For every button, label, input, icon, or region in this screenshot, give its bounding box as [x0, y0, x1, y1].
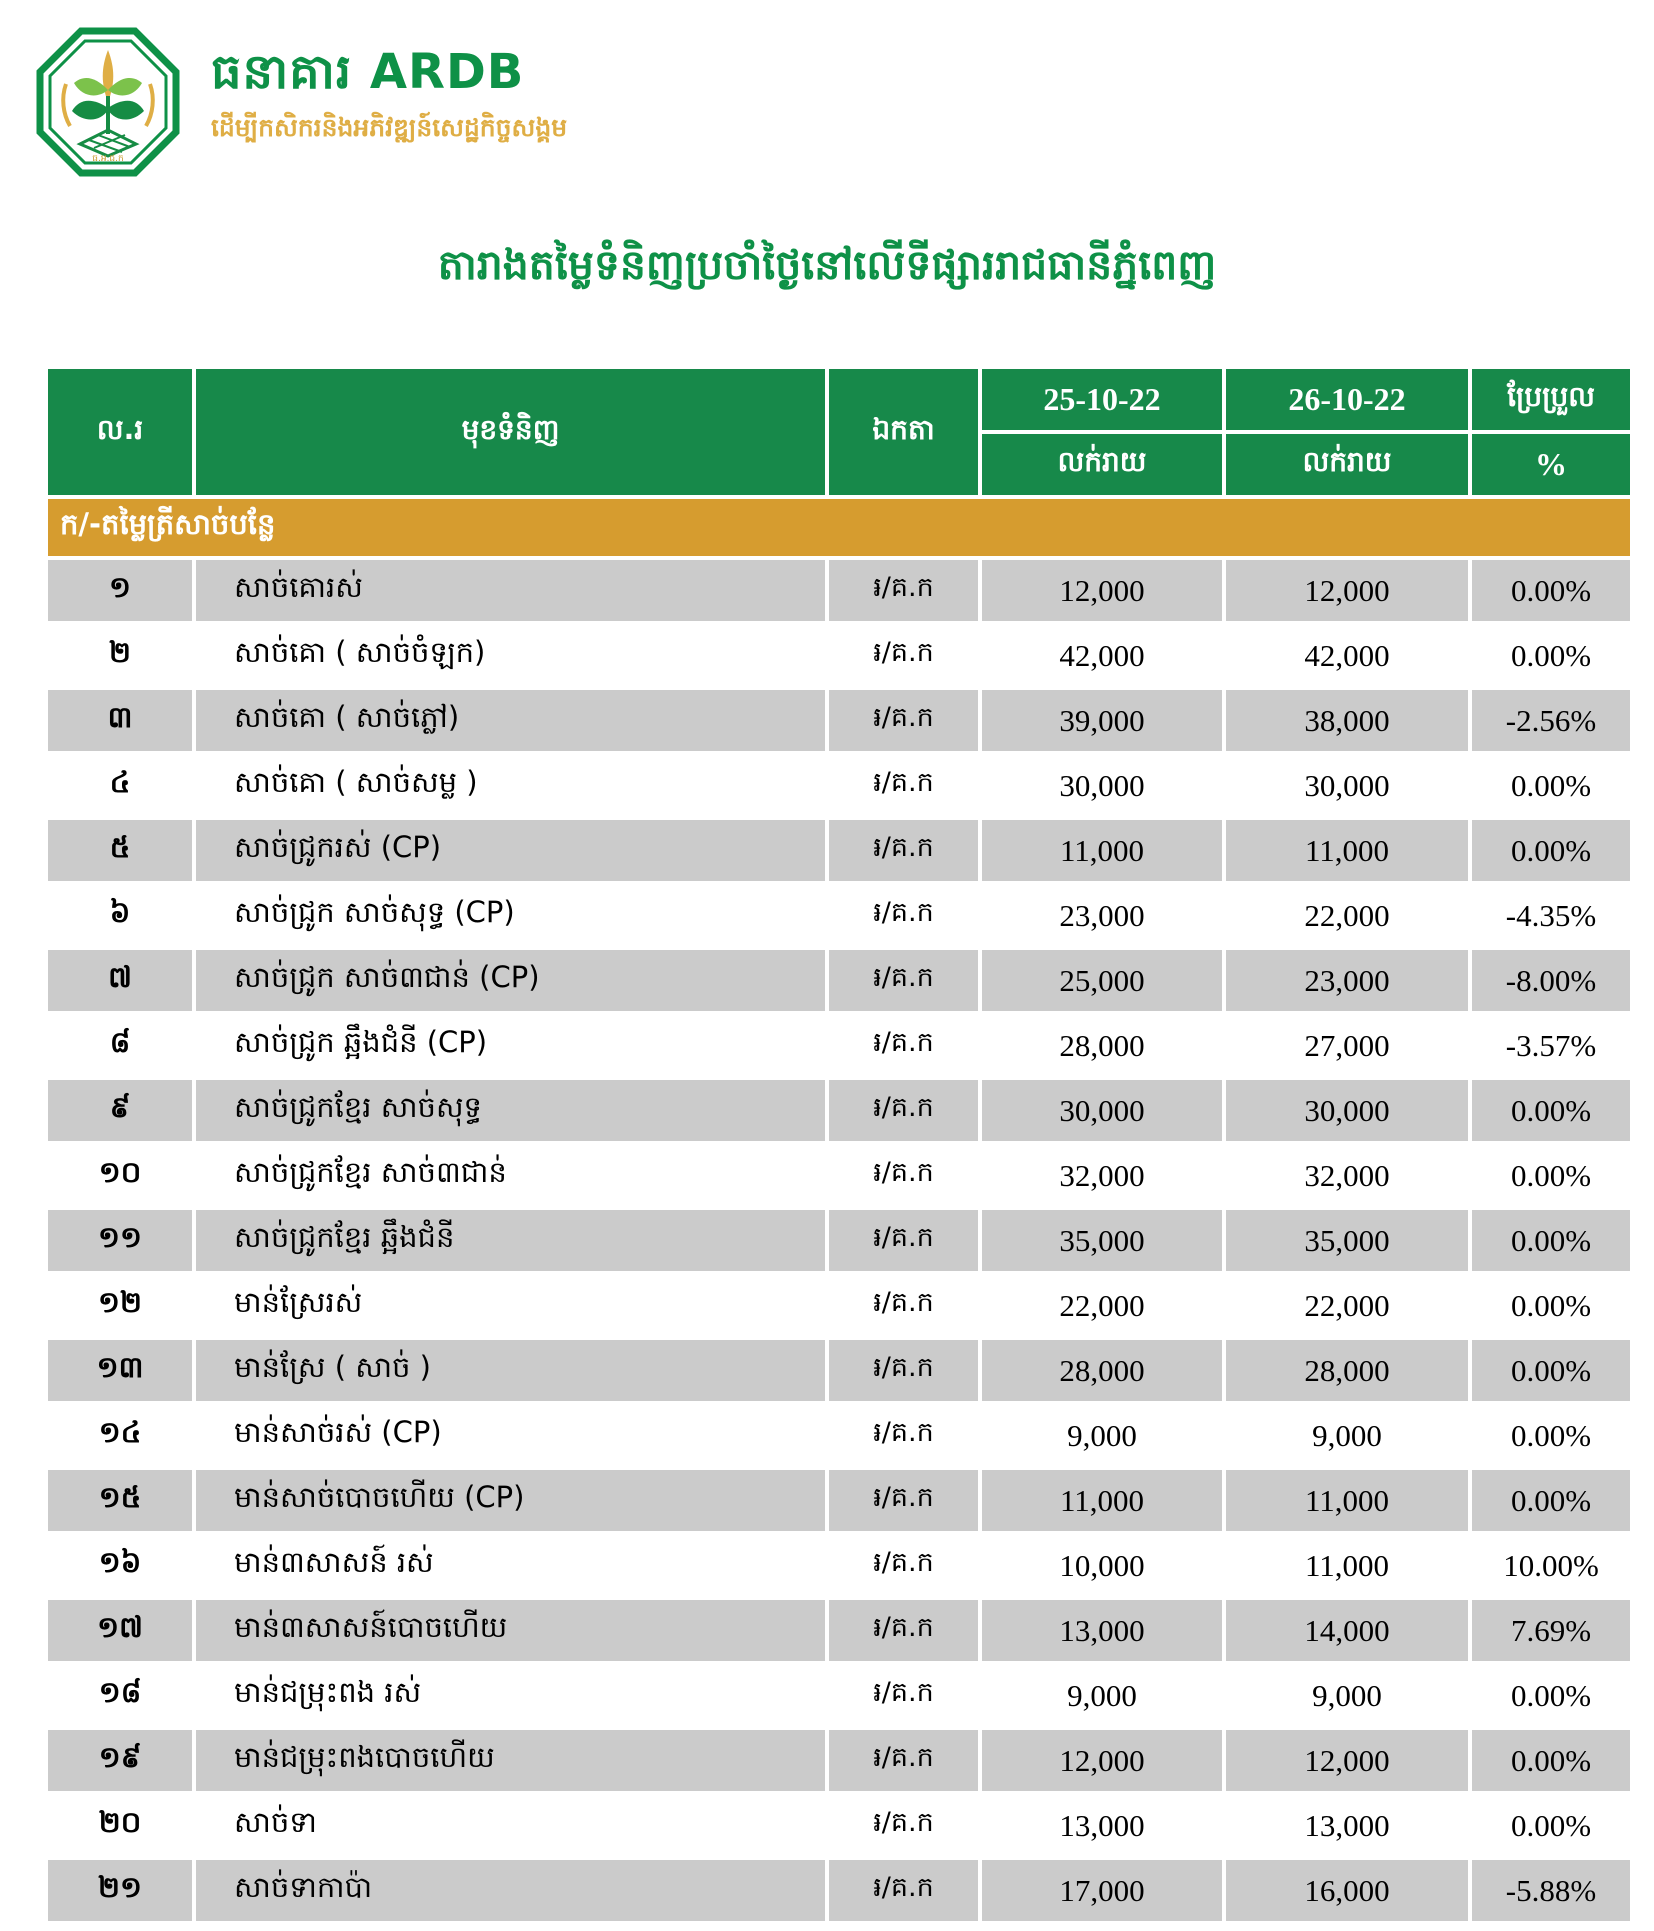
row-price-day2: 11,000 [1224, 1533, 1470, 1598]
row-number: ៦ [46, 883, 194, 948]
row-price-day1: 30,000 [980, 1078, 1224, 1143]
col-header-item: មុខទំនិញ [194, 367, 827, 497]
bank-slogan: ដើម្បីកសិករនិងអភិវឌ្ឍន៍សេដ្ឋកិច្ចសង្គម [211, 112, 568, 142]
row-unit: ៛/គ.ក [827, 623, 980, 688]
row-item-name: មាន់សាច់បោចហើយ (CP) [194, 1468, 827, 1533]
row-price-day1: 9,000 [980, 1663, 1224, 1728]
row-number: ១២ [46, 1273, 194, 1338]
row-number: ៣ [46, 688, 194, 753]
row-item-name: សាច់ទា [194, 1793, 827, 1858]
row-unit: ៛/គ.ក [827, 1793, 980, 1858]
row-item-name: សាច់ជ្រូក ឆ្អឹងជំនី (CP) [194, 1013, 827, 1078]
row-unit: ៛/គ.ក [827, 1663, 980, 1728]
row-item-name: សាច់ជ្រូក សាច់៣ជាន់ (CP) [194, 948, 827, 1013]
row-item-name: សាច់គោរស់ [194, 558, 827, 623]
row-change-pct: -3.57% [1470, 1013, 1632, 1078]
row-price-day2: 11,000 [1224, 818, 1470, 883]
row-unit: ៛/គ.ក [827, 1728, 980, 1793]
row-unit: ៛/គ.ក [827, 1468, 980, 1533]
row-price-day2: 30,000 [1224, 1078, 1470, 1143]
table-body [46, 558, 1632, 1923]
col-header-unit: ឯកតា [827, 367, 980, 497]
row-change-pct: 0.00% [1470, 1273, 1632, 1338]
row-price-day2: 27,000 [1224, 1013, 1470, 1078]
row-number: ១៥ [46, 1468, 194, 1533]
table-row [46, 1013, 1632, 1078]
row-price-day1: 35,000 [980, 1208, 1224, 1273]
table-row [46, 1143, 1632, 1208]
table-row [46, 558, 1632, 623]
row-change-pct: 0.00% [1470, 1208, 1632, 1273]
row-price-day1: 32,000 [980, 1143, 1224, 1208]
row-change-pct: 0.00% [1470, 1078, 1632, 1143]
row-price-day2: 11,000 [1224, 1468, 1470, 1533]
row-unit: ៛/គ.ក [827, 1598, 980, 1663]
row-item-name: សាច់ជ្រូកខ្មែរ សាច់សុទ្ធ [194, 1078, 827, 1143]
row-price-day2: 22,000 [1224, 1273, 1470, 1338]
row-price-day2: 30,000 [1224, 753, 1470, 818]
row-price-day1: 28,000 [980, 1338, 1224, 1403]
row-number: ៤ [46, 753, 194, 818]
row-change-pct: 0.00% [1470, 1338, 1632, 1403]
row-price-day1: 22,000 [980, 1273, 1224, 1338]
row-unit: ៛/គ.ក [827, 1013, 980, 1078]
row-unit: ៛/គ.ក [827, 558, 980, 623]
row-number: ២០ [46, 1793, 194, 1858]
row-item-name: សាច់គោ ( សាច់ចំឡក) [194, 623, 827, 688]
row-number: ៧ [46, 948, 194, 1013]
row-number: ១៣ [46, 1338, 194, 1403]
row-price-day1: 12,000 [980, 558, 1224, 623]
row-price-day2: 28,000 [1224, 1338, 1470, 1403]
row-unit: ៛/គ.ក [827, 688, 980, 753]
table-row [46, 948, 1632, 1013]
row-unit: ៛/គ.ក [827, 1078, 980, 1143]
row-unit: ៛/គ.ក [827, 1273, 980, 1338]
row-number: ៥ [46, 818, 194, 883]
row-price-day1: 25,000 [980, 948, 1224, 1013]
row-price-day1: 10,000 [980, 1533, 1224, 1598]
col-header-date2: 26-10-22 [1224, 367, 1470, 432]
row-unit: ៛/គ.ក [827, 1533, 980, 1598]
bank-name-latin: ARDB [369, 44, 525, 100]
table-row [46, 818, 1632, 883]
row-item-name: មាន់ស្រែ ( សាច់ ) [194, 1338, 827, 1403]
row-price-day2: 12,000 [1224, 1728, 1470, 1793]
row-change-pct: 0.00% [1470, 623, 1632, 688]
row-price-day2: 12,000 [1224, 558, 1470, 623]
col-subheader-retail-1: លក់រាយ [980, 432, 1224, 497]
row-unit: ៛/គ.ក [827, 818, 980, 883]
row-item-name: មាន់ជម្រុះពង រស់ [194, 1663, 827, 1728]
row-change-pct: 0.00% [1470, 818, 1632, 883]
table-row [46, 1728, 1632, 1793]
table-row [46, 1533, 1632, 1598]
row-change-pct: -4.35% [1470, 883, 1632, 948]
row-item-name: មាន់៣សាសន៍ រស់ [194, 1533, 827, 1598]
row-number: ២ [46, 623, 194, 688]
row-price-day1: 12,000 [980, 1728, 1224, 1793]
row-change-pct: -8.00% [1470, 948, 1632, 1013]
row-price-day2: 38,000 [1224, 688, 1470, 753]
row-price-day1: 13,000 [980, 1793, 1224, 1858]
row-price-day1: 11,000 [980, 1468, 1224, 1533]
row-unit: ៛/គ.ក [827, 753, 980, 818]
row-price-day2: 35,000 [1224, 1208, 1470, 1273]
brand-text [211, 26, 567, 149]
row-number: ៩ [46, 1078, 194, 1143]
row-item-name: សាច់ជ្រូកខ្មែរ សាច់៣ជាន់ [194, 1143, 827, 1208]
row-unit: ៛/គ.ក [827, 948, 980, 1013]
row-number: ១៩ [46, 1728, 194, 1793]
table-row [46, 1468, 1632, 1533]
row-item-name: មាន់ជម្រុះពងបោចហើយ [194, 1728, 827, 1793]
table-row [46, 1793, 1632, 1858]
page-title: តារាងតម្លៃទំនិញប្រចាំថ្ងៃនៅលើទីផ្សាររាជធានីភ្នំពេញ [437, 241, 1217, 289]
row-price-day1: 13,000 [980, 1598, 1224, 1663]
table-row [46, 623, 1632, 688]
row-price-day1: 17,000 [980, 1858, 1224, 1923]
row-item-name: សាច់ទាកាប៉ា [194, 1858, 827, 1923]
row-price-day2: 22,000 [1224, 883, 1470, 948]
table-row [46, 1663, 1632, 1728]
table-row [46, 1208, 1632, 1273]
row-change-pct: 0.00% [1470, 1403, 1632, 1468]
col-header-no: ល.រ [46, 367, 194, 497]
row-price-day1: 28,000 [980, 1013, 1224, 1078]
bank-name [211, 46, 567, 99]
row-unit: ៛/គ.ក [827, 1858, 980, 1923]
ardb-logo-emblem [35, 26, 181, 178]
row-number: ១៤ [46, 1403, 194, 1468]
row-price-day1: 9,000 [980, 1403, 1224, 1468]
row-change-pct: 10.00% [1470, 1533, 1632, 1598]
row-item-name: សាច់ជ្រូករស់ (CP) [194, 818, 827, 883]
table-row [46, 883, 1632, 948]
table-row [46, 1403, 1632, 1468]
row-unit: ៛/គ.ក [827, 1338, 980, 1403]
row-change-pct: 0.00% [1470, 558, 1632, 623]
section-header: ក/-តម្លៃត្រីសាច់បន្លែ [46, 497, 1632, 558]
table-header [46, 367, 1632, 558]
row-change-pct: 7.69% [1470, 1598, 1632, 1663]
row-unit: ៛/គ.ក [827, 883, 980, 948]
row-number: ៨ [46, 1013, 194, 1078]
row-change-pct: 0.00% [1470, 1143, 1632, 1208]
brand-header [35, 26, 567, 178]
row-change-pct: -2.56% [1470, 688, 1632, 753]
row-item-name: សាច់គោ ( សាច់សម្ល ) [194, 753, 827, 818]
table-row [46, 1273, 1632, 1338]
row-item-name: សាច់ជ្រូកខ្មែរ ឆ្អឹងជំនី [194, 1208, 827, 1273]
row-change-pct: 0.00% [1470, 753, 1632, 818]
row-price-day2: 13,000 [1224, 1793, 1470, 1858]
row-number: ១១ [46, 1208, 194, 1273]
row-price-day2: 23,000 [1224, 948, 1470, 1013]
row-price-day2: 9,000 [1224, 1403, 1470, 1468]
row-price-day1: 39,000 [980, 688, 1224, 753]
col-subheader-percent: % [1470, 432, 1632, 497]
row-item-name: មាន់៣សាសន៍បោចហើយ [194, 1598, 827, 1663]
row-price-day2: 42,000 [1224, 623, 1470, 688]
row-price-day2: 9,000 [1224, 1663, 1470, 1728]
row-price-day1: 11,000 [980, 818, 1224, 883]
row-price-day1: 23,000 [980, 883, 1224, 948]
row-change-pct: -5.88% [1470, 1858, 1632, 1923]
logo-acronym: ធ.អ.ជ.ក [92, 154, 124, 164]
row-change-pct: 0.00% [1470, 1728, 1632, 1793]
row-item-name: សាច់ជ្រូក សាច់សុទ្ធ (CP) [194, 883, 827, 948]
row-item-name: មាន់សាច់រស់ (CP) [194, 1403, 827, 1468]
table-row [46, 688, 1632, 753]
row-change-pct: 0.00% [1470, 1663, 1632, 1728]
table-row [46, 1598, 1632, 1663]
row-number: ១ [46, 558, 194, 623]
row-number: ១០ [46, 1143, 194, 1208]
row-number: ២១ [46, 1858, 194, 1923]
row-price-day1: 30,000 [980, 753, 1224, 818]
col-subheader-retail-2: លក់រាយ [1224, 432, 1470, 497]
row-unit: ៛/គ.ក [827, 1403, 980, 1468]
table-row [46, 1338, 1632, 1403]
row-change-pct: 0.00% [1470, 1793, 1632, 1858]
row-unit: ៛/គ.ក [827, 1208, 980, 1273]
row-number: ១៧ [46, 1598, 194, 1663]
bank-name-khmer: ធនាគារ [211, 44, 353, 100]
row-price-day2: 14,000 [1224, 1598, 1470, 1663]
table-row [46, 1858, 1632, 1923]
row-item-name: សាច់គោ ( សាច់ភ្លៅ) [194, 688, 827, 753]
row-price-day2: 16,000 [1224, 1858, 1470, 1923]
table-row [46, 1078, 1632, 1143]
col-header-date1: 25-10-22 [980, 367, 1224, 432]
row-item-name: មាន់ស្រែរស់ [194, 1273, 827, 1338]
row-number: ១៦ [46, 1533, 194, 1598]
table-row [46, 753, 1632, 818]
row-price-day1: 42,000 [980, 623, 1224, 688]
row-number: ១៨ [46, 1663, 194, 1728]
row-change-pct: 0.00% [1470, 1468, 1632, 1533]
col-header-change: ប្រែប្រួល [1470, 367, 1632, 432]
row-price-day2: 32,000 [1224, 1143, 1470, 1208]
price-table [44, 365, 1634, 1925]
row-unit: ៛/គ.ក [827, 1143, 980, 1208]
